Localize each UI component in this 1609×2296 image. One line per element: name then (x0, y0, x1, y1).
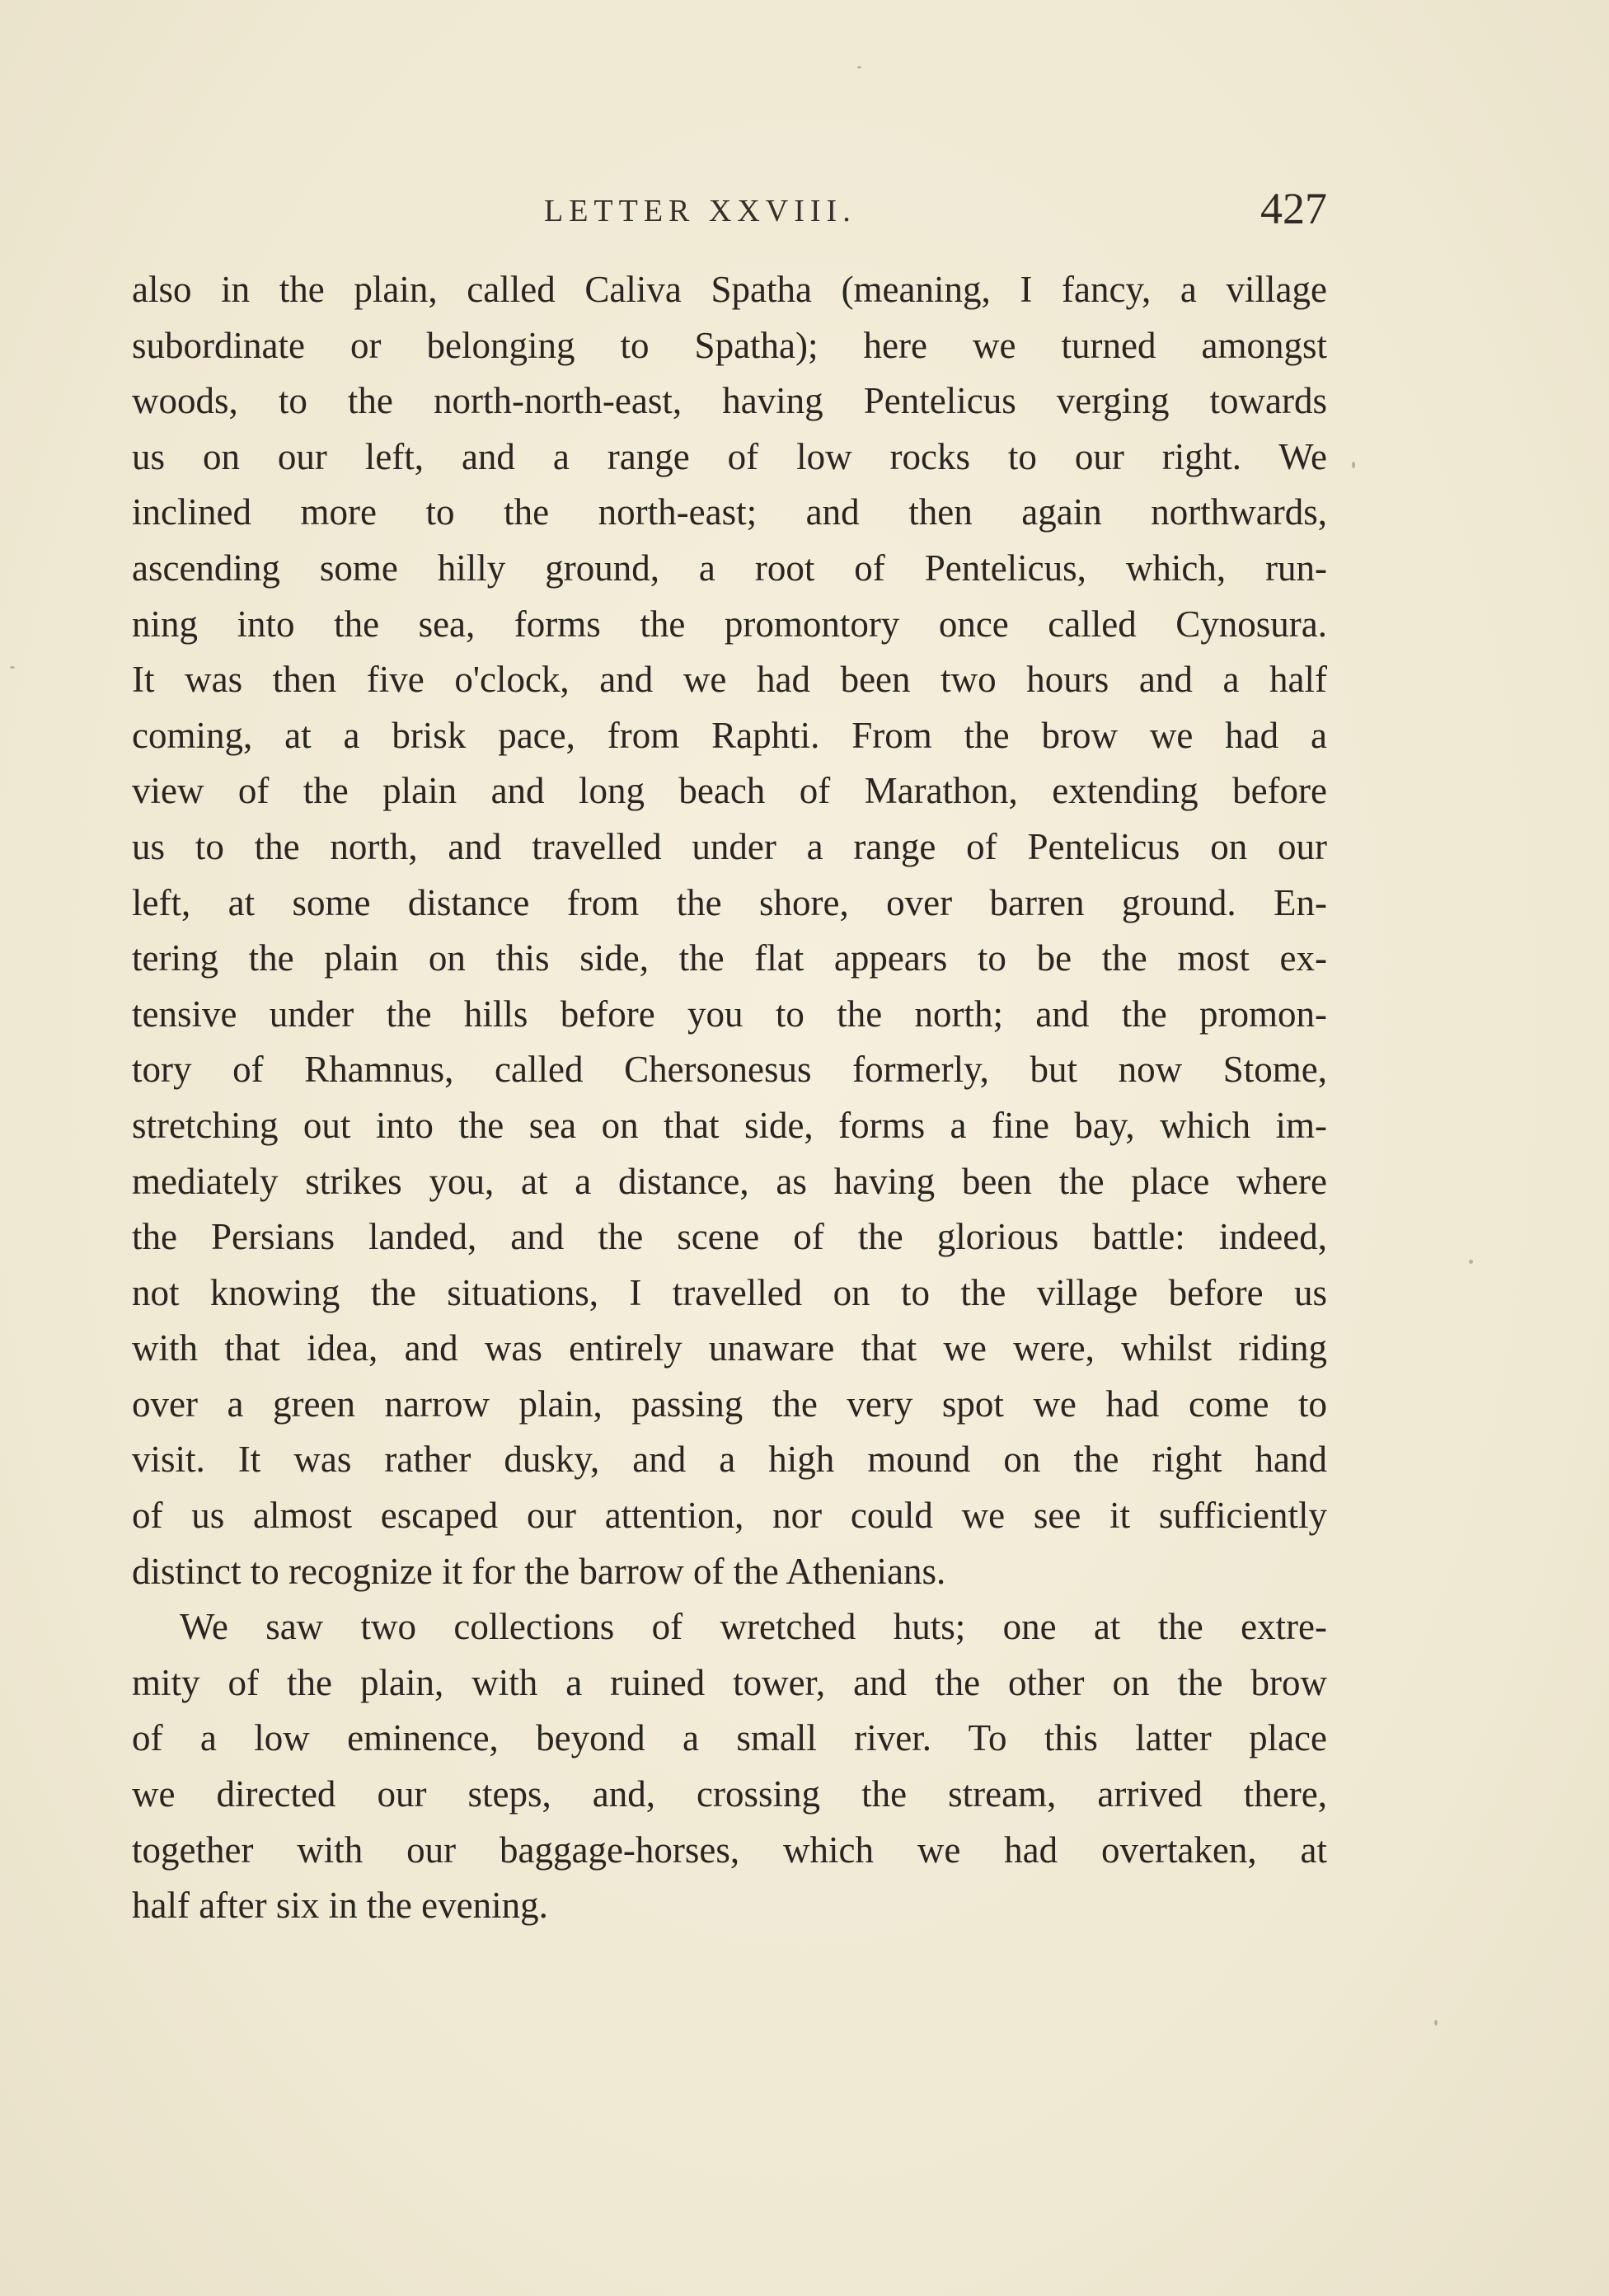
paper-speck (1469, 1260, 1473, 1264)
paper-speck (10, 666, 15, 669)
text-line: we directed our steps, and, crossing the stream, arrived there, (132, 1773, 1327, 1815)
text-line: of a low eminence, beyond a small river. To this latter place (132, 1717, 1327, 1759)
text-line: coming, at a brisk pace, from Raphti. From the brow we had a (132, 714, 1327, 756)
text-line: tensive under the hills before you to the north; and the promon- (132, 993, 1327, 1035)
paper-speck (857, 66, 861, 68)
text-line: over a green narrow plain, passing the very spot we had come to (132, 1383, 1327, 1425)
text-line: view of the plain and long beach of Marathon, extending before (132, 770, 1327, 812)
text-line: mediately strikes you, at a distance, as having been the place where (132, 1160, 1327, 1202)
text-line: visit. It was rather dusky, and a high mound on the right hand (132, 1439, 1327, 1481)
paper-speck (1434, 2020, 1438, 2026)
page-number: 427 (1260, 184, 1327, 233)
page-header (132, 183, 1327, 241)
text-line: not knowing the situations, I travelled on to the village before us (132, 1271, 1327, 1313)
text-line: us to the north, and travelled under a range of Pentelicus on our (132, 825, 1327, 867)
text-line: us on our left, and a range of low rocks to our right. We (132, 435, 1327, 477)
text-line: also in the plain, called Caliva Spatha (meaning, I fancy, a village (132, 269, 1327, 310)
text-line: subordinate or belonging to Spatha); here we turned amongst (132, 324, 1327, 366)
text-line: tering the plain on this side, the flat appears to be the most ex- (132, 937, 1327, 979)
text-line: It was then five o'clock, and we had been two hours and a half (132, 659, 1327, 701)
text-line: ning into the sea, forms the promontory once called Cynosura. (132, 603, 1327, 645)
text-line: inclined more to the north-east; and then again northwards, (132, 491, 1327, 533)
paper-speck (1352, 462, 1355, 468)
text-line: the Persians landed, and the scene of the glorious battle: indeed, (132, 1216, 1327, 1258)
text-line: left, at some distance from the shore, over barren ground. En- (132, 881, 1327, 923)
text-line: woods, to the north-north-east, having Pentelicus verging towards (132, 380, 1327, 422)
running-head: LETTER XXVIII. (544, 194, 856, 228)
text-line: of us almost escaped our attention, nor could we see it sufficiently (132, 1495, 1327, 1537)
paragraph-2 (132, 1599, 1327, 1934)
paragraph-1 (132, 262, 1327, 1599)
text-line: ascending some hilly ground, a root of Pentelicus, which, run- (132, 547, 1327, 589)
text-line: We saw two collections of wretched huts; one at the extre- (180, 1606, 1327, 1648)
text-line: tory of Rhamnus, called Chersonesus formerly, but now Stome, (132, 1049, 1327, 1091)
text-line: together with our baggage-horses, which we had overtaken, at (132, 1829, 1327, 1871)
text-line: stretching out into the sea on that side, forms a fine bay, which im- (132, 1104, 1327, 1146)
text-line: mity of the plain, with a ruined tower, and the other on the brow (132, 1661, 1327, 1703)
text-line: with that idea, and was entirely unaware that we were, whilst riding (132, 1327, 1327, 1369)
body-text (132, 262, 1327, 1934)
text-line: distinct to recognize it for the barrow of the Athenians. (132, 1550, 946, 1592)
text-line: half after six in the evening. (132, 1885, 548, 1927)
